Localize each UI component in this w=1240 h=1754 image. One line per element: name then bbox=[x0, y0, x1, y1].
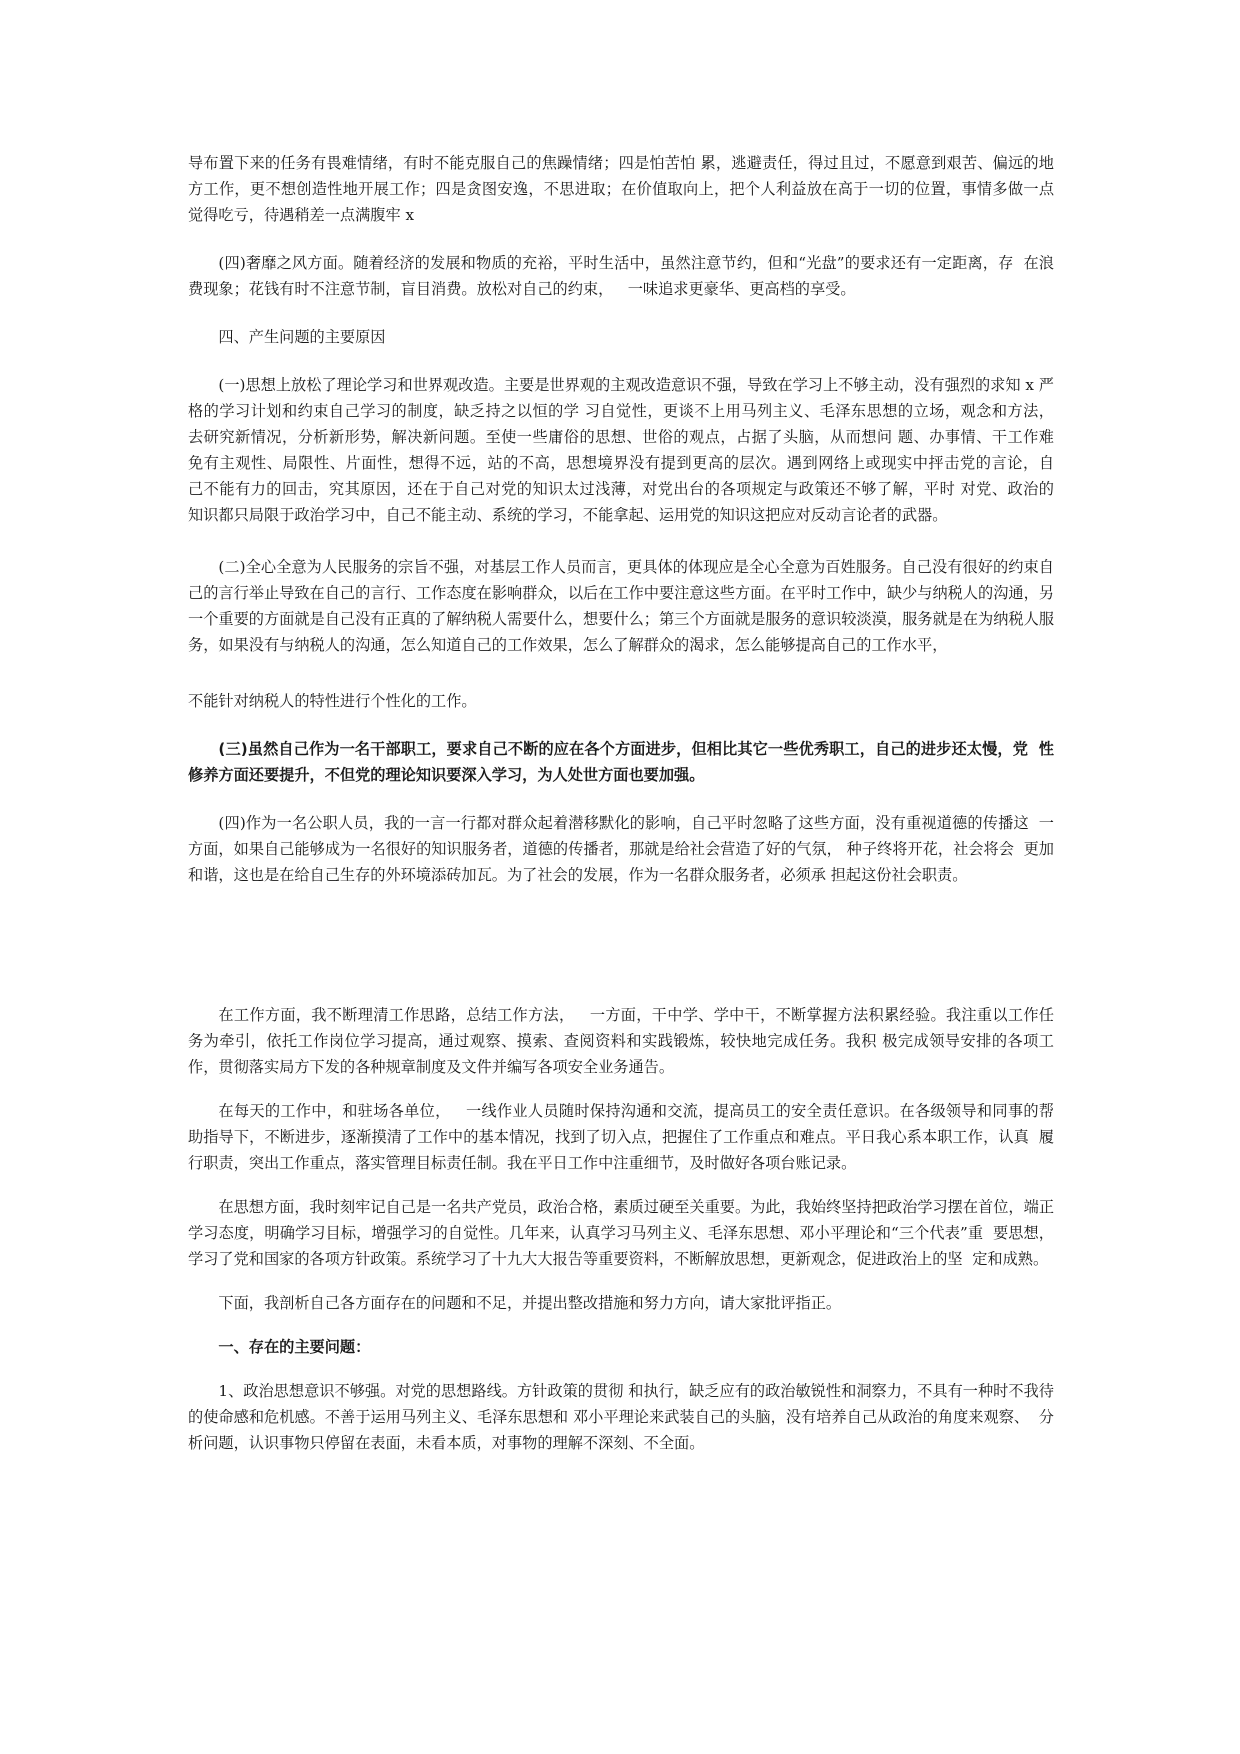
paragraph-cause-2-end: 不能针对纳税人的特性进行个性化的工作。 bbox=[188, 692, 477, 710]
paragraph-extravagance: (四)奢靡之风方面。随着经济的发展和物质的充裕，平时生活中，虽然注意节约，但和“光盘”的要求还有一定距离，存 在浪费现象；花钱有时不注意节制，盲目消费。放松对自己的约束， 一味追求更豪华、更高档的享受。 bbox=[188, 254, 1054, 298]
paragraph-cause-2: (二)全心全意为人民服务的宗旨不强，对基层工作人员而言，更具体的体现应是全心全意为百姓服务。自己没有很好的约束自己的言行举止导致在自己的言行、工作态度在影响群众，以后在工作中要注意这些方面。在平时工作中，缺少与纳税人的沟通，另一个重要的方面就是自己没有正真的了解纳税人需要什么，想要什么；第三个方面就是服务的意识较淡漠，服务就是在为纳税人服务，如果没有与纳税人的沟通，怎么知道自己的工作效果，怎么了解群众的渴求，怎么能够提高自己的工作水平， bbox=[188, 558, 1054, 654]
paragraph-continuation: 导布置下来的任务有畏难情绪，有时不能克服自己的焦躁情绪；四是怕苦怕 累，逃避责任，得过且过，不愿意到艰苦、偏远的地 方工作，更不想创造性地开展工作；四是贪图安逸，不思进取；在价值取向上，把个人利益放在高于一切的位置，事情多做一点 觉得吃亏，待遇稍差一点满腹牢 x bbox=[188, 154, 1074, 224]
document-page bbox=[188, 150, 1074, 1456]
paragraph-daily-work: 在每天的工作中，和驻场各单位， 一线作业人员随时保持沟通和交流，提高员工的安全责任意识。在各级领导和同事的帮 助指导下，不断进步，逐渐摸清了工作中的基本情况，找到了切入点，把握住了工作重点和难点。平日我心系本职工作，认真 履行职责，突出工作重点，落实管理目标责任制。我在平日工作中注重细节，及时做好各项台账记录。 bbox=[188, 1102, 1064, 1172]
paragraph-cause-3: (三)虽然自己作为一名干部职工，要求自己不断的应在各个方面进步，但相比其它一些优秀职工，自己的进步还太慢，党 性修养方面还要提升，不但党的理论知识要深入学习，为人处世方面也要加强。 bbox=[188, 740, 1054, 784]
paragraph-introduction: 下面，我剖析自己各方面存在的问题和不足，并提出整改措施和努力方向，请大家批评指正。 bbox=[218, 1294, 842, 1312]
section-heading-problems: 一、存在的主要问题： bbox=[218, 1338, 371, 1356]
paragraph-problem-1: 1、政治思想意识不够强。对党的思想路线。方针政策的贯彻 和执行，缺乏应有的政治敏锐性和洞察力，不具有一种时不我待的使命感和危机感。不善于运用马列主义、毛泽东思想和 邓小平理论来武装自己的头脑，没有培养自己从政治的角度来观察、 分析问题，认识事物只停留在表面，未看本质，对事物的理解不深刻、不全面。 bbox=[188, 1382, 1054, 1452]
section-heading-causes: 四、产生问题的主要原因 bbox=[218, 328, 386, 346]
paragraph-cause-4: (四)作为一名公职人员，我的一言一行都对群众起着潜移默化的影响，自己平时忽略了这些方面，没有重视道德的传播这 一方面，如果自己能够成为一名很好的知识服务者，道德的传播者，那就是给社会营造了好的气氛， 种子终将开花，社会将会 更加和谐，这也是在给自己生存的外环境添砖加瓦。为了社会的发展，作为一名群众服务者，必须承 担起这份社会职责。 bbox=[188, 814, 1054, 884]
paragraph-ideology: 在思想方面，我时刻牢记自己是一名共产党员，政治合格，素质过硬至关重要。为此，我始终坚持把政治学习摆在首位，端正学习态度，明确学习目标，增强学习的自觉性。几年来，认真学习马列主义、毛泽东思想、邓小平理论和“三个代表”重 要思想，学习了党和国家的各项方针政策。系统学习了十九大大报告等重要资料，不断解放思想，更新观念，促进政治上的坚 定和成熟。 bbox=[188, 1198, 1054, 1268]
paragraph-work: 在工作方面，我不断理清工作思路，总结工作方法， 一方面，干中学、学中干，不断掌握方法积累经验。我注重以工作任 务为牵引，依托工作岗位学习提高，通过观察、摸索、查阅资料和实践锻炼，较快地完成任务。我积 极完成领导安排的各项工 作，贯彻落实局方下发的各种规章制度及文件并编写各项安全业务通告。 bbox=[188, 1006, 1064, 1076]
paragraph-cause-1: (一)思想上放松了理论学习和世界观改造。主要是世界观的主观改造意识不强，导致在学习上不够主动，没有强烈的求知 x 严格的学习计划和约束自己学习的制度，缺乏持之以恒的学 习自觉性，更谈不上用马列主义、毛泽东思想的立场，观念和方法， 去研究新情况，分析新形势，解决新问题。至使一些庸俗的思想、世俗的观点，占据了头脑，从而想问 题、办事情、干工作难 免有主观性、局限性、片面性，想得不远，站的不高，思想境界没有提到更高的层次。遇到网络上或现实中抨击党的言论，自 己不能有力的回击，究其原因，还在于自己对党的知识太过浅薄，对党出台的各项规定与政策还不够了解，平时 对党、政治的 知识都只局限于政治学习中，自己不能主动、系统的学习，不能拿起、运用党的知识这把应对反动言论者的武器。 bbox=[188, 376, 1074, 524]
